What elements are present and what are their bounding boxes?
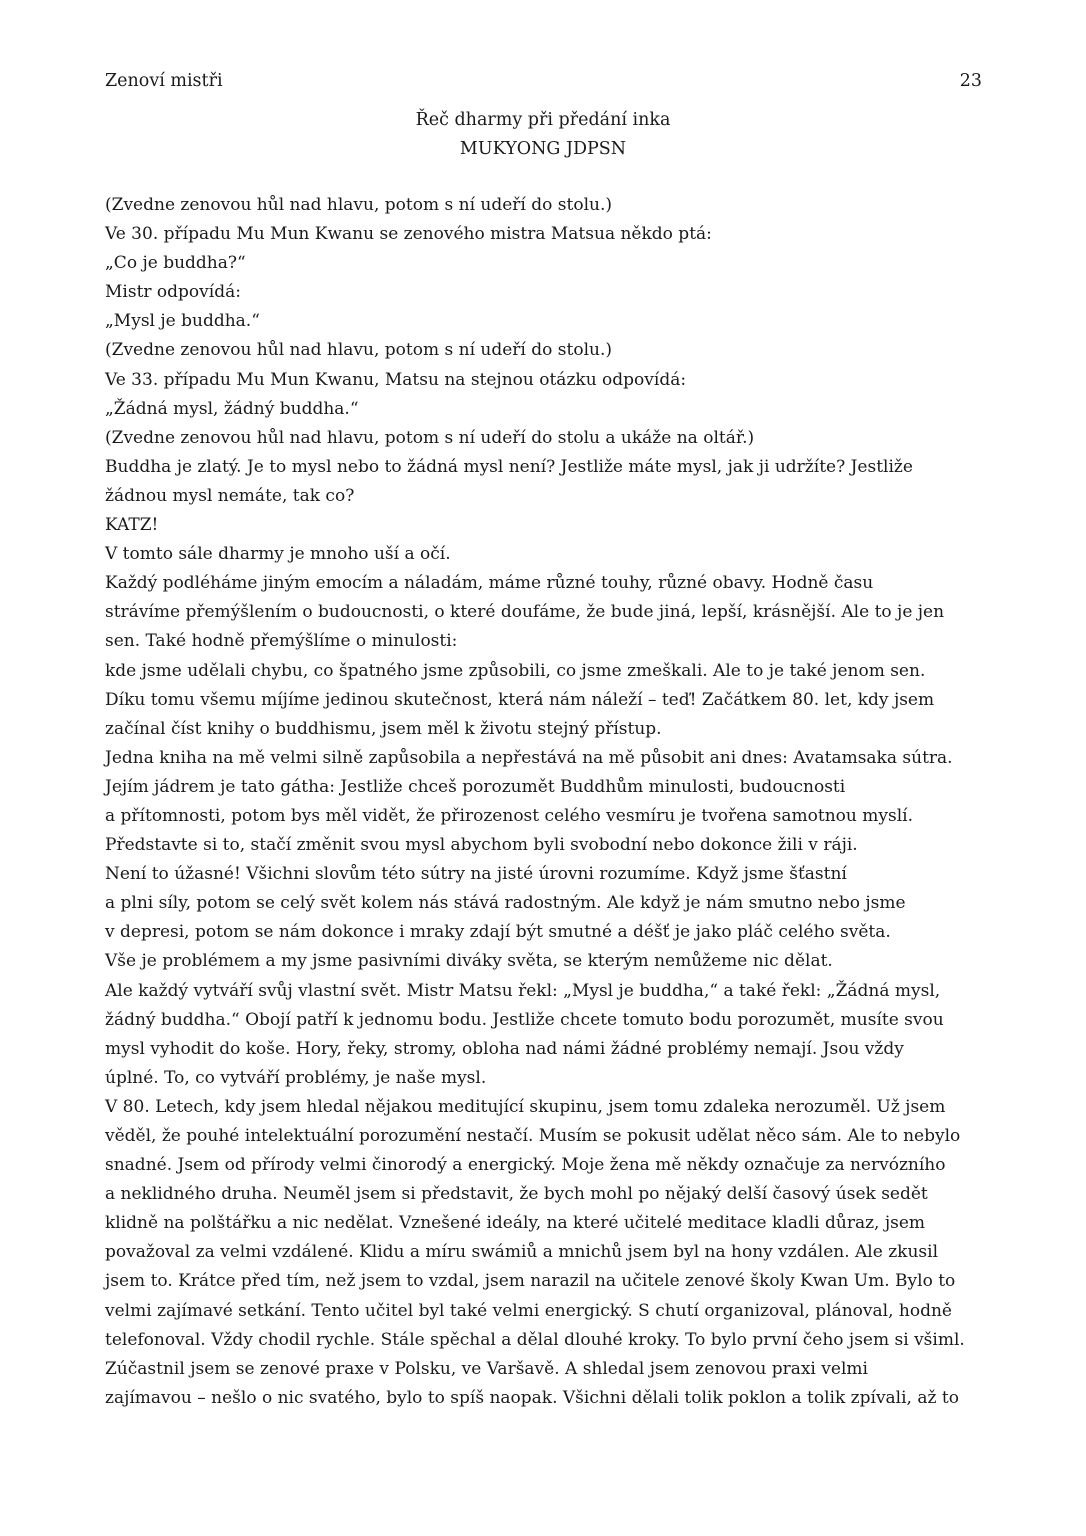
body-line: velmi zajímavé setkání. Tento učitel byl také velmi energický. S chutí organizoval, plánoval, hodně xyxy=(105,1300,952,1321)
body-line: KATZ! xyxy=(105,515,159,536)
body-line: věděl, že pouhé intelektuální porozumění nestačí. Musím se pokusit udělat něco sám. Ale to nebylo xyxy=(105,1126,961,1146)
body-text xyxy=(105,191,985,1413)
body-line: Každý podléháme jiným emocím a náladám, máme různé touhy, různé obavy. Hodně času xyxy=(105,573,874,594)
body-line: strávíme přemýšlením o budoucnosti, o které doufáme, že bude jiná, lepší, krásnější. Ale to je jen xyxy=(105,602,945,623)
body-line: zajímavou – nešlo o nic svatého, bylo to spíš naopak. Všichni dělali tolik poklon a tolik zpívali, až to xyxy=(105,1387,959,1408)
body-line: „Co je buddha?“ xyxy=(105,253,246,274)
running-header xyxy=(105,68,982,94)
body-line: jsem to. Krátce před tím, než jsem to vzdal, jsem narazil na učitele zenové školy Kwan Um. Bylo to xyxy=(105,1271,956,1292)
title-line-2: MUKYONG JDPSN xyxy=(459,139,627,159)
body-line: v depresi, potom se nám dokonce i mraky zdají být smutné a déšť je jako pláč celého světa. xyxy=(105,922,891,943)
body-line: V tomto sále dharmy je mnoho uší a očí. xyxy=(105,544,451,565)
body-line: Buddha je zlatý. Je to mysl nebo to žádná mysl není? Jestliže máte mysl, jak ji udržíte? Jestliže xyxy=(105,456,913,477)
body-line: začínal číst knihy o buddhismu, jsem měl k životu stejný přístup. xyxy=(105,718,662,739)
body-line: Zúčastnil jsem se zenové praxe v Polsku, ve Varšavě. A shledal jsem zenovou praxi velmi xyxy=(105,1358,868,1379)
body-line: Mistr odpovídá: xyxy=(105,282,241,303)
title-line-1: Řeč dharmy při předání inka xyxy=(415,110,671,130)
body-line: a plni síly, potom se celý svět kolem nás stává radostným. Ale když je nám smutno nebo jsme xyxy=(105,893,906,914)
chapter-title xyxy=(0,106,1086,164)
body-line: Jedna kniha na mě velmi silně zapůsobila a nepřestává na mě působit ani dnes: Avatamsaka sútra. xyxy=(105,747,953,768)
body-line: Ve 30. případu Mu Mun Kwanu se zenového mistra Matsua někdo ptá: xyxy=(105,224,712,245)
body-line: žádný buddha.“ Obojí patří k jednomu bodu. Jestliže chcete tomuto bodu porozumět, musíte svou xyxy=(105,1009,944,1030)
body-line: klidně na polštářku a nic nedělat. Vznešené ideály, na které učitelé meditace kladli důraz, jsem xyxy=(105,1213,926,1234)
body-line: telefonoval. Vždy chodil rychle. Stále spěchal a dělal dlouhé kroky. To bylo první čeho jsem si všiml. xyxy=(105,1329,965,1350)
body-line: „Mysl je buddha.“ xyxy=(105,311,260,332)
body-line: Díku tomu všemu míjíme jedinou skutečnost, která nám náleží – teď! Začátkem 80. let, kdy jsem xyxy=(105,689,935,710)
page-number: 23 xyxy=(959,71,982,91)
body-line: žádnou mysl nemáte, tak co? xyxy=(105,485,355,506)
body-line: Není to úžasné! Všichni slovům této sútry na jisté úrovni rozumíme. Když jsme šťastní xyxy=(105,864,847,885)
body-line: (Zvedne zenovou hůl nad hlavu, potom s ní udeří do stolu.) xyxy=(105,195,613,215)
body-line: snadné. Jsem od přírody velmi činorodý a energický. Moje žena mě někdy označuje za nervózního xyxy=(105,1155,946,1176)
body-line: považoval za velmi vzdálené. Klidu a míru swámiů a mnichů jsem byl na hony vzdálen. Ale zkusil xyxy=(105,1242,938,1263)
body-line: (Zvedne zenovou hůl nad hlavu, potom s ní udeří do stolu.) xyxy=(105,340,613,361)
body-line: „Žádná mysl, žádný buddha.“ xyxy=(105,398,359,419)
body-line: a přítomnosti, potom bys měl vidět, že přirozenost celého vesmíru je tvořena samotnou myslí. xyxy=(105,805,913,826)
body-line: a neklidného druha. Neuměl jsem si představit, že bych mohl po nějaký delší časový úsek sedět xyxy=(105,1184,928,1205)
body-line: Představte si to, stačí změnit svou mysl abychom byli svobodní nebo dokonce žili v ráji. xyxy=(105,835,858,856)
body-line: úplné. To, co vytváří problémy, je naše mysl. xyxy=(105,1067,487,1088)
body-line: mysl vyhodit do koše. Hory, řeky, stromy, obloha nad námi žádné problémy nemají. Jsou vždy xyxy=(105,1038,904,1059)
body-line: Jejím jádrem je tato gátha: Jestliže chceš porozumět Buddhům minulosti, budoucnosti xyxy=(105,776,846,797)
running-title: Zenoví mistři xyxy=(105,71,223,91)
body-line: Ve 33. případu Mu Mun Kwanu, Matsu na stejnou otázku odpovídá: xyxy=(105,369,687,390)
body-line: kde jsme udělali chybu, co špatného jsme způsobili, co jsme zmeškali. Ale to je také jenom sen. xyxy=(105,660,926,681)
body-line: Vše je problémem a my jsme pasivními diváky světa, se kterým nemůžeme nic dělat. xyxy=(105,951,833,972)
body-line: V 80. Letech, kdy jsem hledal nějakou meditující skupinu, jsem tomu zdaleka nerozuměl. Už jsem xyxy=(105,1096,946,1117)
body-line: sen. Také hodně přemýšlíme o minulosti: xyxy=(105,631,458,652)
body-line: (Zvedne zenovou hůl nad hlavu, potom s ní udeří do stolu a ukáže na oltář.) xyxy=(105,427,755,448)
body-line: Ale každý vytváří svůj vlastní svět. Mistr Matsu řekl: „Mysl je buddha,“ a také řekl: „Žádná mysl, xyxy=(105,980,941,1001)
